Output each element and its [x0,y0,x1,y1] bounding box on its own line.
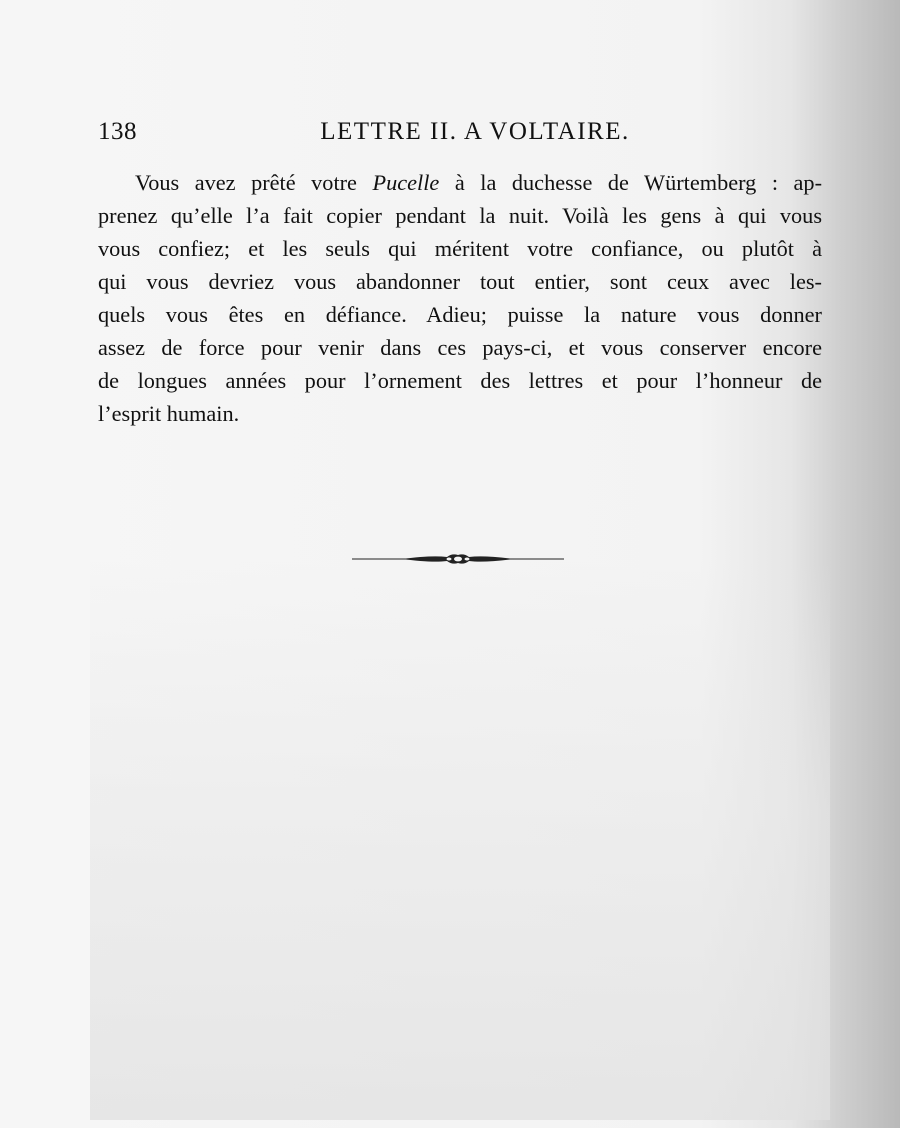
ornamental-rule-icon [352,550,564,568]
text-line: qui vous devriez vous abandonner tout entier, sont ceux avec les- [98,269,822,294]
page-number: 138 [98,118,137,145]
text-line: assez de force pour venir dans ces pays-ci, et vous conserver encore [98,335,822,360]
italic-title: Pucelle [372,170,440,195]
text-line: vous confiez; et les seuls qui méritent votre confiance, ou plutôt à [98,236,822,261]
text-line: prenez qu’elle l’a fait copier pendant la nuit. Voilà les gens à qui vous [98,203,822,228]
running-header [98,118,822,152]
show-through-shadow [90,560,830,1120]
text-line: quels vous êtes en défiance. Adieu; puisse la nature vous donner [98,302,822,327]
running-title: LETTRE II. A VOLTAIRE. [320,118,630,145]
text-line: Vous avez prêté votre Pucelle à la duchesse de Würtemberg : ap- [135,170,822,195]
text-line: de longues années pour l’ornement des lettres et pour l’honneur de [98,368,822,393]
letter-paragraph [98,166,822,430]
text-line: l’esprit humain. [98,401,240,426]
